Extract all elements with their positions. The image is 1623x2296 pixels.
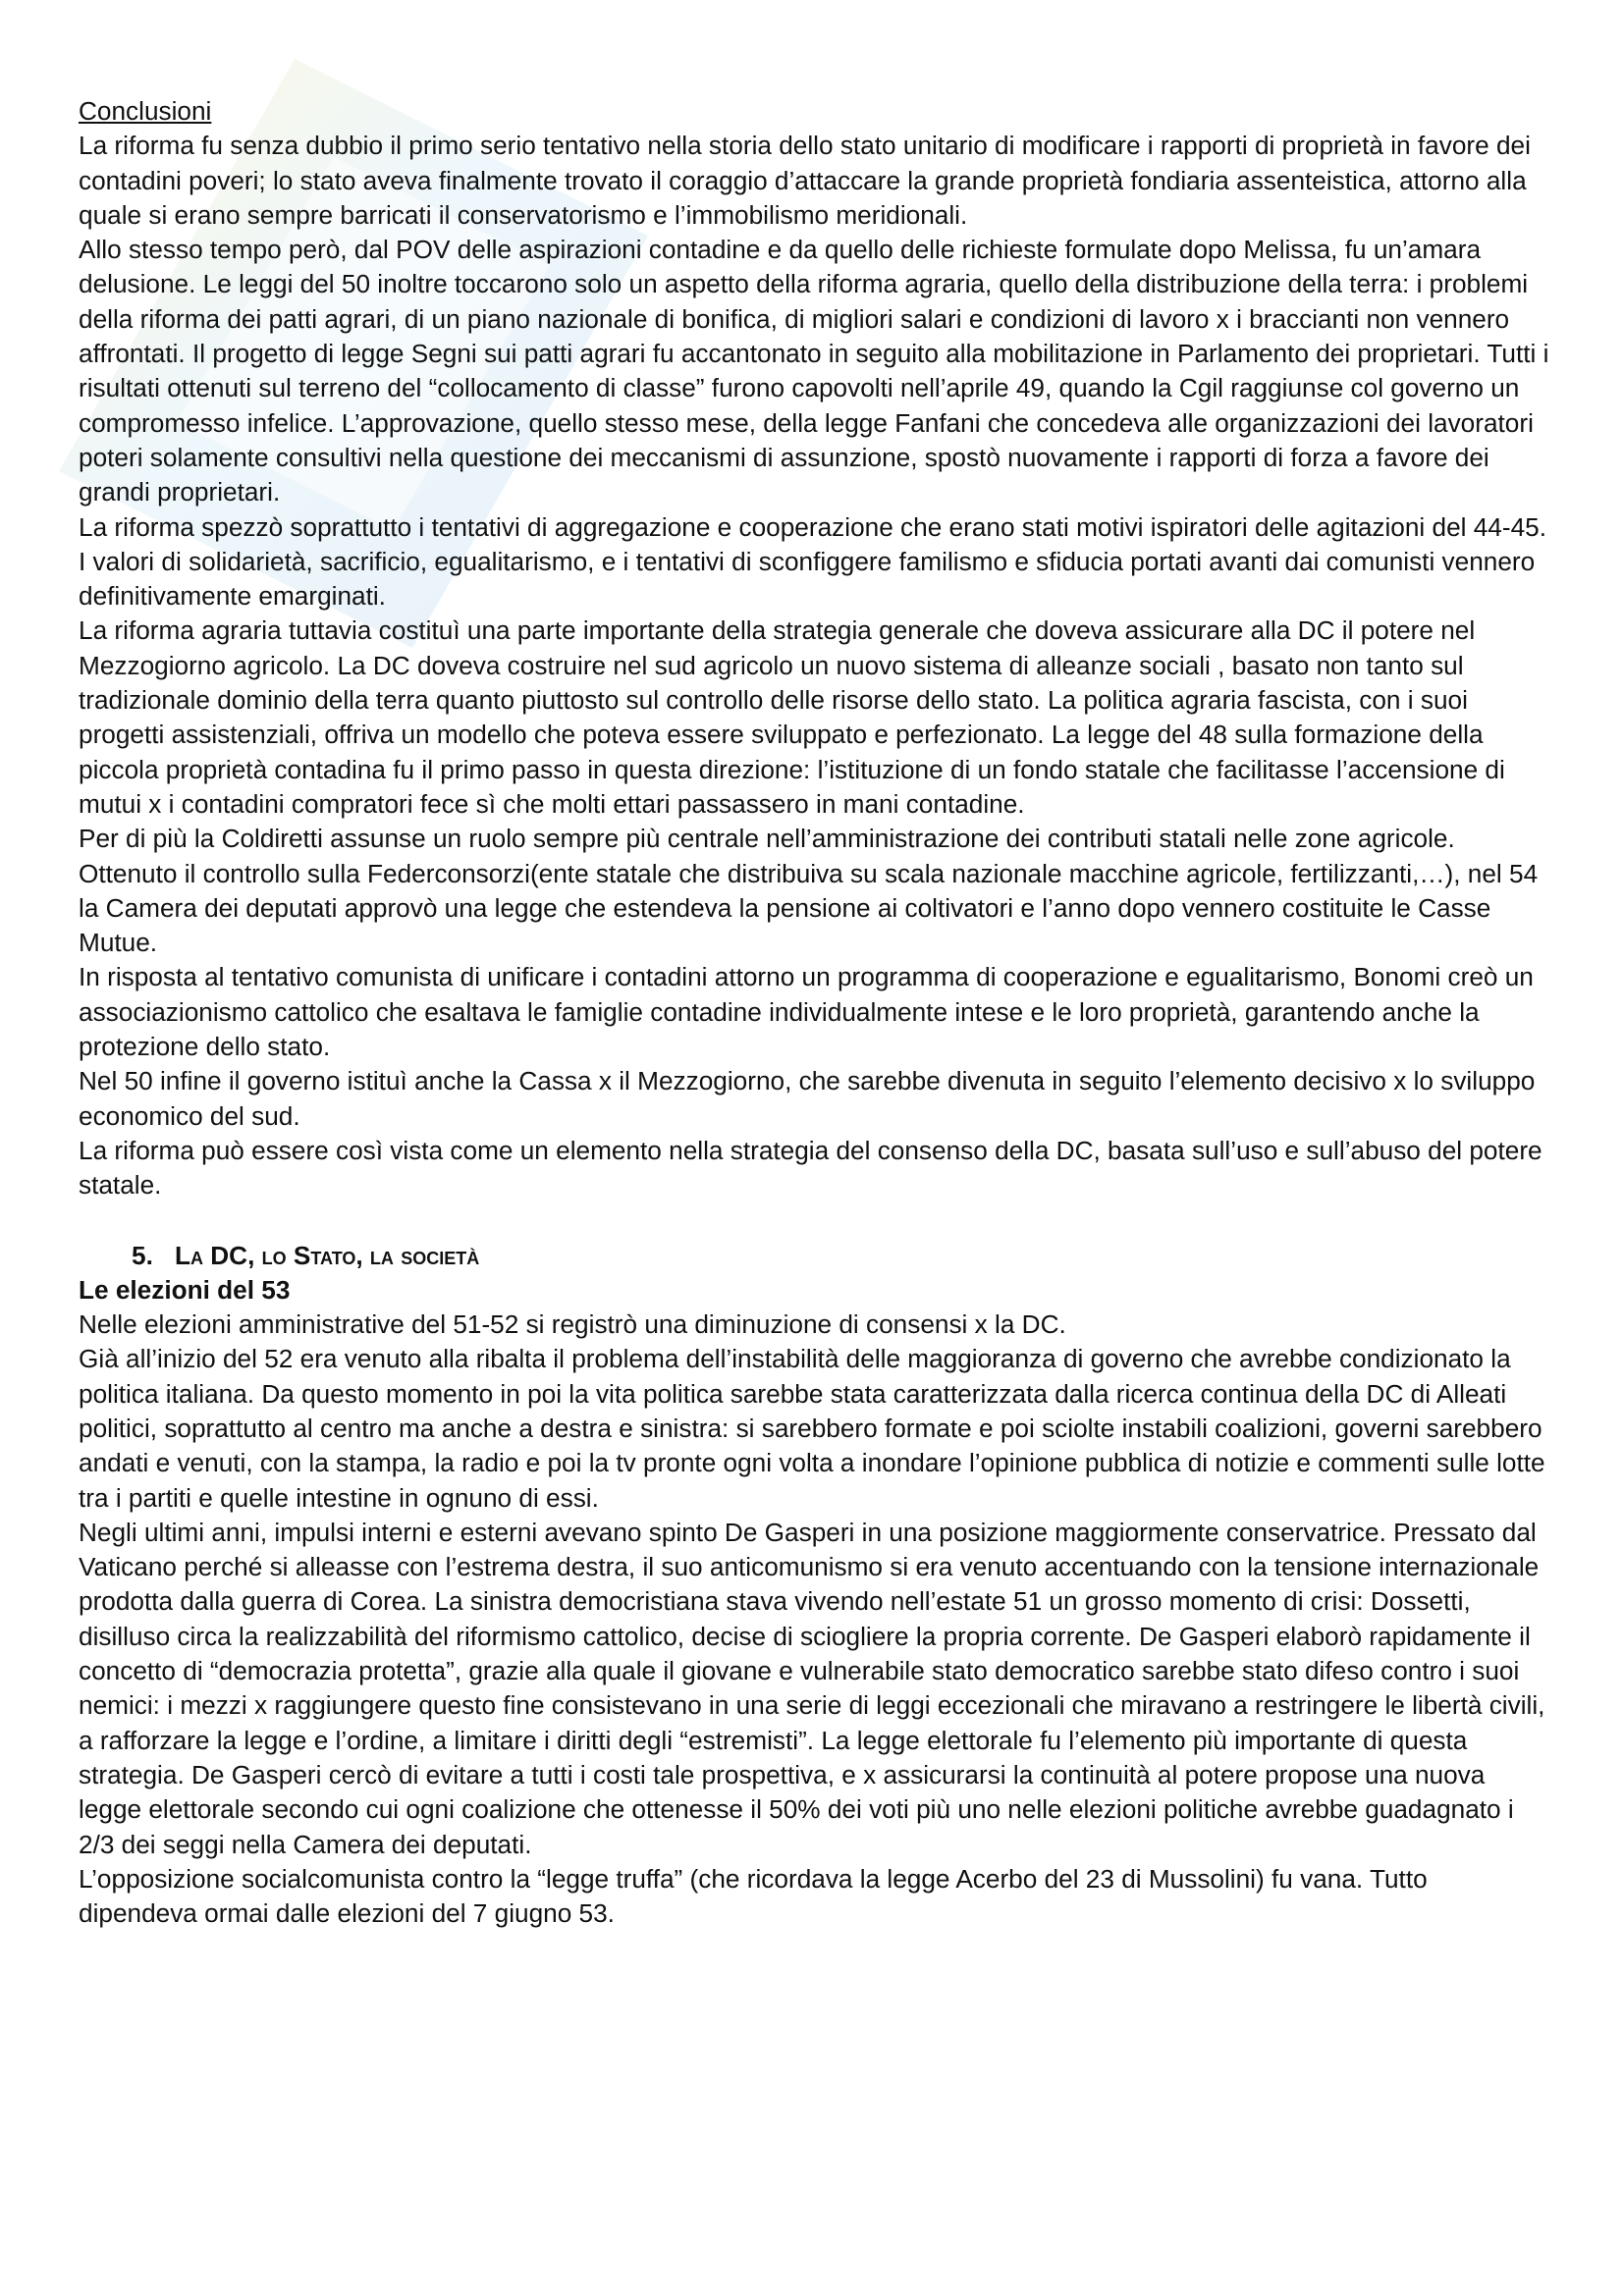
conclusions-paragraph: La riforma spezzò soprattutto i tentativi di aggregazione e cooperazione che erano stati motivi ispiratori delle agitazioni del 44-45. I valori di solidarietà, sacrificio, egualitarismo, e i tentativi di sconfiggere familismo e sfiducia portati avanti dai comunisti vennero definitivamente emarginati. [79, 511, 1546, 612]
section-title: La DC, lo Stato, la società [175, 1240, 480, 1270]
conclusions-paragraph: Allo stesso tempo però, dal POV delle aspirazioni contadine e da quello delle richieste formulate dopo Melissa, fu un’amara delusione. Le leggi del 50 inoltre toccarono solo un aspetto della riforma agraria, quello della distribuzione della terra: i problemi della riforma dei patti agrari, di un piano nazionale di bonifica, di migliori salari e condizioni di lavoro x i braccianti non vennero affrontati. Il progetto di legge Segni sui patti agrari fu accantonato in seguito alla mobilitazione in Parlamento dei proprietari. Tutti i risultati ottenuti sul terreno del “collocamento di classe” furono capovolti nell’aprile 49, quando la Cgil raggiunse col governo un compromesso infelice. L’approvazione, quello stesso mese, della legge Fanfani che concedeva alle organizzazioni dei lavoratori poteri solamente consultivi nella questione dei meccanismi di assunzione, spostò nuovamente i rapporti di forza a favore dei grandi proprietari. [79, 235, 1549, 507]
conclusions-paragraph: Nel 50 infine il governo istituì anche la Cassa x il Mezzogiorno, che sarebbe divenuta in seguito l’elemento decisivo x lo sviluppo economico del sud. [79, 1066, 1536, 1131]
conclusions-paragraph: La riforma può essere così vista come un elemento nella strategia del consenso della DC, basata sull’uso e sull’abuso del potere statale. [79, 1135, 1542, 1201]
subheading: Le elezioni del 53 [79, 1274, 291, 1305]
section-paragraph: L’opposizione socialcomunista contro la “legge truffa” (che ricordava la legge Acerbo del 23 di Mussolini) fu vana. Tutto dipendeva ormai dalle elezioni del 7 giugno 53. [79, 1863, 1428, 1929]
section-spacer [79, 1203, 1551, 1239]
conclusions-paragraph: In risposta al tentativo comunista di unificare i contadini attorno un programma di cooperazione e egualitarismo, Bonomi creò un associazionismo cattolico che esaltava le famiglie contadine individualmente intese e le loro proprietà, garantendo anche la protezione dello stato. [79, 962, 1534, 1062]
section-number: 5. [132, 1240, 153, 1270]
section-paragraph: Nelle elezioni amministrative del 51-52 si registrò una diminuzione di consensi x la DC. [79, 1309, 1066, 1340]
section-paragraph: Già all’inizio del 52 era venuto alla ribalta il problema dell’instabilità delle maggioranza di governo che avrebbe condizionato la politica italiana. Da questo momento in poi la vita politica sarebbe stata caratterizzata dalla ricerca continua della DC di Alleati politici, soprattutto al centro ma anche a destra e sinistra: si sarebbero formate e poi sciolte instabili coalizioni, governi sarebbero andati e venuti, con la stampa, la radio e poi la tv pronte ogni volta a inondare l’opinione pubblica di notizie e commenti sulle lotte tra i partiti e quelle intestine in ognuno di essi. [79, 1344, 1545, 1513]
conclusions-paragraph: La riforma fu senza dubbio il primo serio tentativo nella storia dello stato unitario di modificare i rapporti di proprietà in favore dei contadini poveri; lo stato aveva finalmente trovato il coraggio d’attaccare la grande proprietà fondiaria assenteistica, attorno alla quale si erano sempre barricati il conservatorismo e l’immobilismo meridionali. [79, 131, 1531, 230]
section-heading [132, 1239, 1551, 1273]
conclusions-paragraph: Per di più la Coldiretti assunse un ruolo sempre più centrale nell’amministrazione dei contributi statali nelle zone agricole. Ottenuto il controllo sulla Federconsorzi(ente statale che distribuiva su scala nazionale macchine agricole, fertilizzanti,…), nel 54 la Camera dei deputati approvò una legge che estendeva la pensione ai coltivatori e l’anno dopo vennero costituite le Casse Mutue. [79, 824, 1539, 958]
document-page [79, 94, 1551, 1931]
conclusions-paragraph: La riforma agraria tuttavia costituì una parte importante della strategia generale che doveva assicurare alla DC il potere nel Mezzogiorno agricolo. La DC doveva costruire nel sud agricolo un nuovo sistema di alleanze sociali , basato non tanto sul tradizionale dominio della terra quanto piuttosto sul controllo delle risorse dello stato. La politica agraria fascista, con i suoi progetti assistenziali, offriva un modello che poteva essere sviluppato e perfezionato. La legge del 48 sulla formazione della piccola proprietà contadina fu il primo passo in questa direzione: l’istituzione di un fondo statale che facilitasse l’accensione di mutui x i contadini compratori fece sì che molti ettari passassero in mani contadine. [79, 615, 1505, 819]
section-paragraph: Negli ultimi anni, impulsi interni e esterni avevano spinto De Gasperi in una posizione maggiormente conservatrice. Pressato dal Vaticano perché si alleasse con l’estrema destra, il suo anticomunismo si era venuto accentuando con la tensione internazionale prodotta dalla guerra di Corea. La sinistra democristiana stava vivendo nell’estate 51 un grosso momento di crisi: Dossetti, disilluso circa la realizzabilità del riformismo cattolico, decise di sciogliere la propria corrente. De Gasperi elaborò rapidamente il concetto di “democrazia protetta”, grazie alla quale il giovane e vulnerabile stato democratico sarebbe stato difeso contro i suoi nemici: i mezzi x raggiungere questo fine consistevano in una serie di leggi eccezionali che miravano a restringere le libertà civili, a rafforzare la legge e l’ordine, a limitare i diritti degli “estremisti”. La legge elettorale fu l’elemento più importante di questa strategia. De Gasperi cercò di evitare a tutti i costi tale prospettiva, e x assicurarsi la continuità al potere propose una nuova legge elettorale secondo cui ogni coalizione che ottenesse il 50% dei voti più uno nelle elezioni politiche avrebbe guadagnato i 2/3 dei seggi nella Camera dei deputati. [79, 1517, 1545, 1859]
conclusions-heading: Conclusioni [79, 96, 212, 126]
